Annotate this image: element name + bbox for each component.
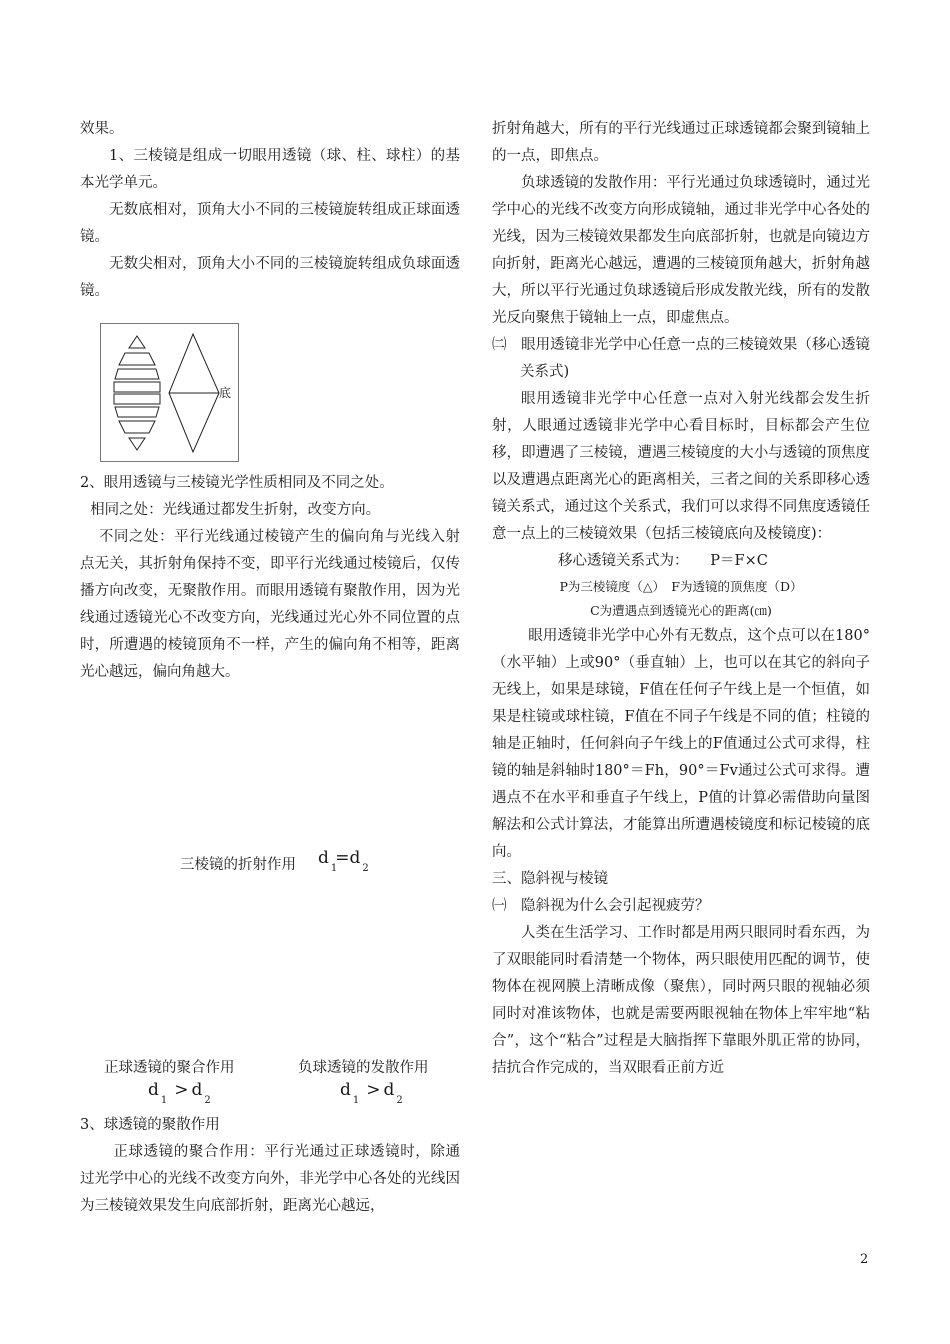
positive-lens-caption: 正球透镜的聚合作用 <box>104 1060 235 1076</box>
left-column-continued <box>80 470 460 686</box>
paragraph: 无数底相对，顶角大小不同的三棱镜旋转组成正球面透镜。 <box>80 202 460 245</box>
negative-lens-equation <box>340 1080 407 1106</box>
eq-sub1: 1 <box>160 1095 168 1106</box>
prism-equation <box>318 848 373 874</box>
eq-sub1: 1 <box>352 1095 360 1106</box>
formula-note: P为三棱镜度（△） F为透镜的顶焦度（D） <box>559 579 803 594</box>
eq-d1: d <box>148 1080 159 1100</box>
eq-d2: d <box>383 1080 395 1100</box>
base-label: 底 <box>219 386 232 400</box>
prism-shape <box>119 421 155 433</box>
eq-sub2: 2 <box>362 863 369 874</box>
eq-operator: > <box>366 1080 381 1100</box>
paragraph: 1、三棱镜是组成一切眼用透镜（球、柱、球柱）的基本光学单元。 <box>80 148 460 191</box>
left-column <box>80 116 460 305</box>
paragraph: 负球透镜的发散作用：平行光通过负球透镜时，通过光学中心的光线不改变方向形成镜轴，通过非光学中心各处的光线，因为三棱镜效果都发生向底部折射，也就是向镜边方向折射，距离光心越远，遭遇的三棱镜顶角越大，折射角越大，所以平行光通过负球透镜后形成发散光线，所有的发散光反向聚焦于镜轴上一点，即虚焦点。 <box>492 175 870 326</box>
section-heading: 2、眼用透镜与三棱镜光学性质相同及不同之处。 <box>80 475 394 491</box>
eq-sub1: 1 <box>330 863 338 874</box>
eq-d2: d <box>191 1080 203 1100</box>
eq-d1: d <box>318 848 329 868</box>
paragraph: 效果。 <box>80 121 124 137</box>
paragraph: 不同之处：平行光线通过棱镜产生的偏向角与光线入射点无关，其折射角保持不变，即平行光线通过棱镜后，仅传播方向改变，无聚散作用。而眼用透镜有聚散作用，因为光线通过透镜光心不改变方向，光线通过光心外不同位置的点时，所遭遇的棱镜顶角不一样，产生的偏向角不相等，距离光心越远，偏向角越大。 <box>80 529 460 680</box>
eq-sub2: 2 <box>204 1095 211 1106</box>
eq-d1: d <box>340 1080 351 1100</box>
lens-prism-figure <box>100 323 239 462</box>
prism-shape <box>119 353 155 365</box>
section-heading: 3、球透镜的聚散作用 <box>80 1117 220 1133</box>
left-column-bottom <box>80 1112 460 1220</box>
section-heading: 三、隐斜视与棱镜 <box>492 871 608 887</box>
prism-shape <box>129 336 145 348</box>
prism-refraction-caption <box>180 855 296 875</box>
eq-operator: = <box>335 848 350 868</box>
prism-shape <box>114 394 160 404</box>
section-heading: ㈡ 眼用透镜非光学中心任意一点的三棱镜效果（移心透镜关系式) <box>492 337 870 380</box>
page-number: 2 <box>860 1252 869 1267</box>
paragraph: 眼用透镜非光学中心任意一点对入射光线都会发生折射，人眼通过透镜非光学中心看目标时，目标都会产生位移，即遭遇了三棱镜，遭遇三棱镜度的大小与透镜的顶焦度以及遭遇点距离光心的距离相关，三者之间的关系即移心透镜关系式，通过这个关系式，我们可以求得不同焦度透镜任意一点上的三棱镜效果（包括三棱镜底向及棱镜度)： <box>492 391 870 542</box>
eq-d2: d <box>349 848 361 868</box>
eq-operator: > <box>174 1080 189 1100</box>
paragraph: 无数尖相对，顶角大小不同的三棱镜旋转组成负球面透镜。 <box>80 256 460 299</box>
formula-note: C为遭遇点到透镜光心的距离(㎝) <box>590 603 772 618</box>
eq-sub2: 2 <box>396 1095 403 1106</box>
lens-prism-diagram <box>101 324 238 461</box>
formula: 移心透镜关系式为： P＝F×C <box>558 553 768 569</box>
prism-shape <box>115 407 159 417</box>
right-column <box>492 116 870 1082</box>
caption-text: 三棱镜的折射作用 <box>180 857 296 873</box>
prism-shape <box>115 369 159 379</box>
prism-shape <box>129 438 145 450</box>
positive-lens-equation <box>148 1080 215 1106</box>
prism-shape <box>114 382 160 392</box>
paragraph: 相同之处：光线通过都发生折射，改变方向。 <box>90 502 381 518</box>
negative-lens-caption: 负球透镜的发散作用 <box>298 1060 429 1076</box>
section-heading: ㈠ 隐斜视为什么会引起视疲劳？ <box>492 898 710 914</box>
paragraph: 人类在生活学习、工作时都是用两只眼同时看东西，为了双眼能同时看清楚一个物体，两只眼使用匹配的调节，使物体在视网膜上清晰成像（聚焦），同时两只眼的视轴必须同时对准该物体，也就是需要两眼视轴在物体上牢牢地“粘合”，这个“粘合”过程是大脑指挥下靠眼外肌正常的协同，拮抗合作完成的，当双眼看正前方近 <box>492 925 870 1076</box>
paragraph: 眼用透镜非光学中心外有无数点，这个点可以在180°（水平轴）上或90°（垂直轴）上，也可以在其它的斜向子无线上，如果是球镜，F值在任何子午线上是一个恒值，如果是柱镜或球柱镜，F值在不同子午线是不同的值；柱镜的轴是正轴时，任何斜向子午线上的F值通过公式可求得，柱镜的轴是斜轴时180°＝Fh，90°＝Fv通过公式可求得。遭遇点不在水平和垂直子午线上，P值的计算必需借助向量图解法和公式计算法，才能算出所遭遇棱镜度和标记棱镜的底向。 <box>492 628 870 860</box>
paragraph: 正球透镜的聚合作用：平行光通过正球透镜时，除通过光学中心的光线不改变方向外，非光学中心各处的光线因为三棱镜效果发生向底部折射，距离光心越远， <box>80 1144 460 1214</box>
paragraph: 折射角越大，所有的平行光线通过正球透镜都会聚到镜轴上的一点，即焦点。 <box>492 121 870 164</box>
